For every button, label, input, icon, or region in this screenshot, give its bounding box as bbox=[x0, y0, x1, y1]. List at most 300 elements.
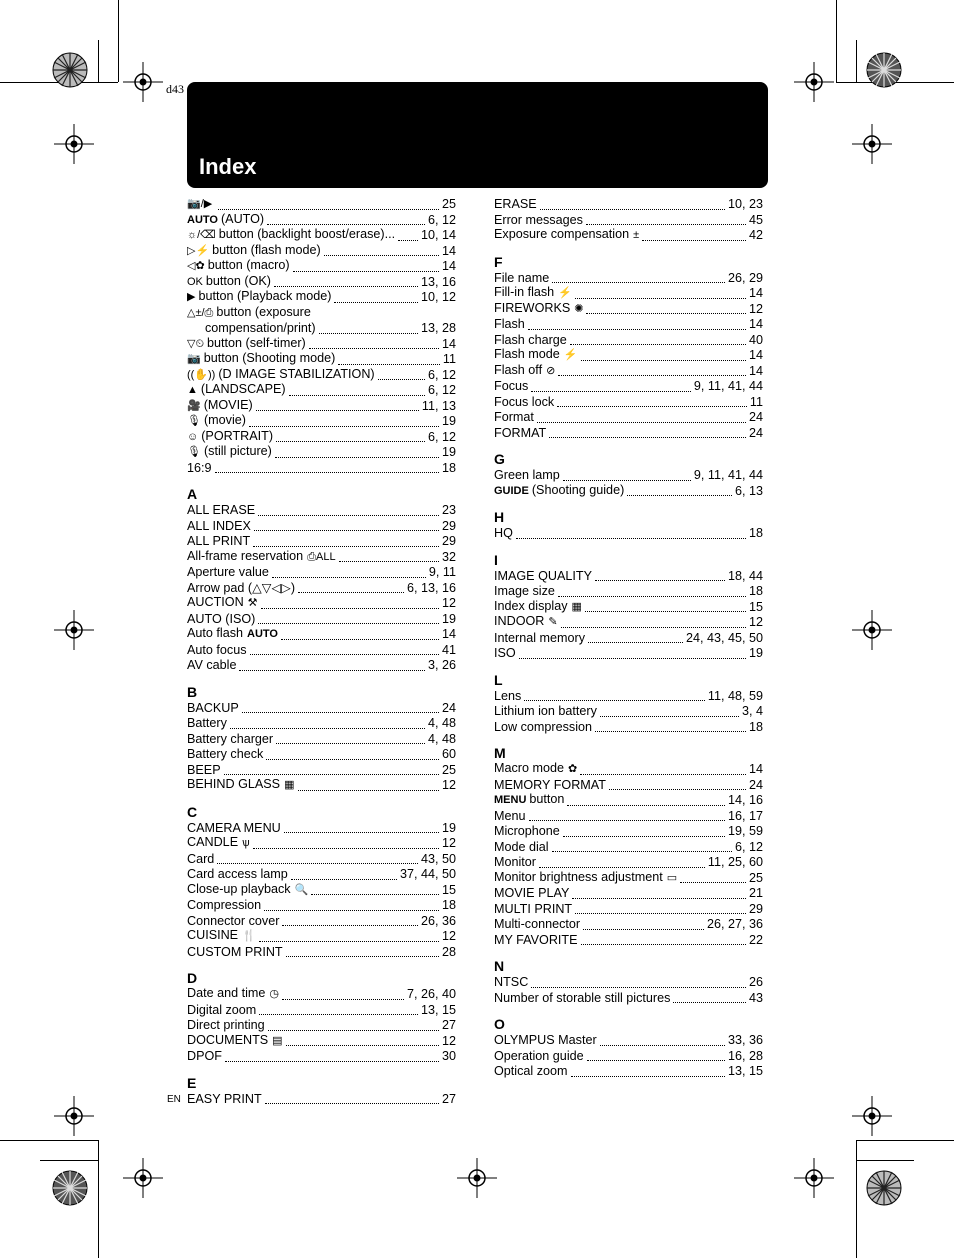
leader-dots bbox=[289, 394, 425, 396]
index-term-label: CANDLE bbox=[187, 835, 239, 849]
page-numbers: 43, 50 bbox=[420, 851, 456, 866]
section-letter: I bbox=[494, 551, 498, 568]
leader-dots bbox=[575, 297, 746, 299]
index-term bbox=[187, 336, 306, 353]
leader-dots bbox=[259, 1013, 418, 1015]
index-entry bbox=[494, 333, 763, 349]
index-term-label: Macro mode bbox=[494, 761, 564, 775]
index-entry bbox=[494, 1049, 763, 1065]
page-numbers: 12 bbox=[441, 596, 456, 610]
crop-line bbox=[856, 1160, 914, 1161]
index-entry bbox=[494, 569, 763, 585]
index-term bbox=[187, 382, 286, 399]
language-label: EN bbox=[167, 1094, 181, 1105]
index-entry bbox=[187, 612, 456, 628]
page-numbers: 25 bbox=[748, 870, 763, 885]
page-numbers: 24 bbox=[441, 700, 456, 715]
cuisine-icon: 🍴 bbox=[242, 930, 256, 942]
index-term bbox=[187, 852, 214, 868]
index-term-label: CUISINE bbox=[187, 928, 239, 942]
monitor-icon: ▭ bbox=[666, 871, 678, 884]
page-numbers: 12 bbox=[748, 301, 763, 316]
index-term-label: BEHIND GLASS bbox=[187, 777, 281, 791]
index-term bbox=[494, 213, 583, 229]
index-term-label: button (OK) bbox=[205, 273, 272, 288]
index-term-label: Lithium ion battery bbox=[494, 704, 597, 718]
index-entry bbox=[494, 526, 763, 542]
leader-dots bbox=[595, 579, 725, 581]
index-term-label: Low compression bbox=[494, 719, 592, 734]
leader-dots bbox=[266, 758, 439, 760]
index-term bbox=[494, 1033, 597, 1049]
index-term-label: Index display bbox=[494, 598, 568, 613]
section-letter: A bbox=[187, 486, 198, 502]
exposure-print-icon: △±/⎙ bbox=[187, 306, 214, 319]
leader-dots bbox=[261, 607, 439, 609]
index-entry bbox=[494, 840, 763, 856]
leader-dots bbox=[529, 819, 725, 821]
microphone-icon: 🎙 bbox=[187, 415, 201, 427]
index-entry bbox=[494, 793, 763, 809]
index-entry bbox=[187, 945, 456, 961]
leader-dots bbox=[378, 378, 425, 380]
page-numbers: 19 bbox=[441, 820, 456, 835]
index-term-label: CUSTOM PRINT bbox=[187, 944, 283, 959]
page-numbers: 26, 29 bbox=[727, 270, 763, 285]
leader-dots bbox=[516, 537, 746, 539]
index-term bbox=[494, 363, 555, 380]
index-term bbox=[187, 398, 253, 415]
index-entry bbox=[494, 584, 763, 600]
leader-dots bbox=[600, 715, 739, 717]
crop-line bbox=[98, 1140, 99, 1258]
index-term-label: AUTO (ISO) bbox=[187, 611, 256, 626]
page-numbers: 9, 11 bbox=[428, 565, 456, 579]
index-term bbox=[187, 612, 255, 628]
page-numbers: 11, 48, 59 bbox=[707, 688, 763, 703]
page-numbers: 6, 12 bbox=[734, 839, 763, 854]
leader-dots bbox=[282, 924, 418, 926]
index-term bbox=[494, 991, 670, 1007]
index-term bbox=[187, 212, 264, 229]
index-entry bbox=[187, 596, 456, 612]
leader-dots bbox=[586, 223, 746, 225]
crop-line bbox=[118, 0, 119, 82]
leader-dots bbox=[254, 529, 439, 531]
index-entry bbox=[187, 658, 456, 674]
index-term bbox=[494, 792, 564, 809]
page-numbers: 29 bbox=[441, 518, 456, 533]
index-entry bbox=[187, 627, 456, 643]
leader-dots bbox=[242, 711, 439, 713]
index-entry bbox=[494, 689, 763, 705]
index-term bbox=[494, 347, 578, 364]
index-term bbox=[187, 565, 269, 581]
page-numbers: 42 bbox=[748, 228, 763, 242]
leader-dots bbox=[218, 208, 439, 210]
index-term-label: INDOOR bbox=[494, 614, 545, 628]
leader-dots bbox=[291, 878, 397, 880]
index-term bbox=[494, 468, 560, 484]
index-term-label: Auto flash bbox=[187, 626, 244, 640]
page-numbers: 12 bbox=[748, 615, 763, 629]
leader-dots bbox=[558, 374, 746, 376]
index-entry bbox=[187, 430, 456, 446]
index-term bbox=[494, 526, 513, 542]
index-term-label: DPOF bbox=[187, 1049, 222, 1063]
page-numbers: 11 bbox=[442, 352, 456, 366]
index-term bbox=[187, 867, 288, 883]
index-term bbox=[187, 196, 215, 213]
index-entry bbox=[494, 778, 763, 794]
page-numbers: 21 bbox=[748, 886, 763, 900]
header-bar bbox=[187, 82, 768, 188]
page-numbers: 28 bbox=[441, 944, 456, 959]
index-entry bbox=[187, 581, 456, 597]
section-letter: E bbox=[187, 1074, 197, 1091]
leader-dots bbox=[268, 1029, 439, 1031]
flash-icon: ⚡ bbox=[563, 349, 578, 361]
index-term bbox=[187, 1018, 265, 1034]
section-letter: B bbox=[187, 683, 198, 700]
index-entry bbox=[494, 317, 763, 333]
page-numbers: 14 bbox=[748, 317, 763, 331]
index-entry bbox=[494, 824, 763, 840]
index-term bbox=[187, 732, 273, 748]
index-entry bbox=[187, 352, 456, 368]
index-term-label: Arrow pad (△▽◁▷) bbox=[187, 580, 296, 595]
leader-dots bbox=[272, 576, 426, 578]
index-term bbox=[494, 720, 592, 736]
page-numbers: 19 bbox=[441, 445, 456, 459]
page-numbers: 11 bbox=[749, 394, 763, 409]
index-term-label: MULTI PRINT bbox=[494, 901, 573, 916]
leader-dots bbox=[298, 789, 439, 791]
index-entry bbox=[494, 395, 763, 411]
index-term bbox=[187, 581, 295, 597]
index-entry bbox=[187, 732, 456, 748]
page-numbers: 4, 48 bbox=[427, 716, 456, 730]
index-term bbox=[187, 549, 336, 566]
leader-dots bbox=[253, 847, 439, 849]
crop-line bbox=[856, 1140, 954, 1141]
index-entry bbox=[187, 1018, 456, 1034]
index-term bbox=[187, 986, 279, 1003]
section-letter: F bbox=[494, 253, 503, 270]
menu-icon: MENU bbox=[494, 794, 527, 806]
index-term-label: Close-up playback bbox=[187, 881, 291, 896]
page-numbers: 14 bbox=[441, 243, 456, 258]
index-entry bbox=[187, 701, 456, 717]
index-entry bbox=[494, 197, 763, 213]
index-term-label: Image size bbox=[494, 584, 555, 598]
index-term bbox=[187, 747, 263, 763]
page-numbers: 14 bbox=[748, 286, 763, 300]
index-term bbox=[187, 429, 273, 446]
page-numbers: 33, 36 bbox=[727, 1033, 763, 1047]
index-entry bbox=[494, 286, 763, 302]
section-letter: M bbox=[494, 745, 506, 761]
index-term-label: Date and time bbox=[187, 986, 266, 1000]
index-term-label: (still picture) bbox=[203, 444, 272, 458]
registration-mark-icon bbox=[54, 124, 94, 164]
index-term bbox=[187, 821, 281, 837]
section-letter: L bbox=[494, 671, 503, 688]
index-term bbox=[494, 483, 624, 500]
index-entry bbox=[187, 275, 456, 291]
index-term-label: Flash charge bbox=[494, 332, 567, 347]
index-term bbox=[187, 882, 308, 899]
page-numbers: 25 bbox=[441, 762, 456, 777]
index-entry bbox=[187, 368, 456, 384]
page-numbers: 60 bbox=[441, 747, 456, 761]
ok-button-icon: OK bbox=[187, 275, 203, 288]
crop-line bbox=[0, 1140, 98, 1141]
index-entry bbox=[494, 975, 763, 991]
fireworks-icon: ✺ bbox=[574, 302, 584, 315]
index-term-label: File name bbox=[494, 270, 550, 285]
page-numbers: 3, 26 bbox=[427, 658, 456, 672]
index-term bbox=[187, 1003, 256, 1019]
leader-dots bbox=[264, 909, 439, 911]
leader-dots bbox=[563, 479, 691, 481]
flash-off-icon: ⊘ bbox=[546, 364, 556, 377]
index-term-label: Monitor bbox=[494, 855, 536, 869]
movie-icon: 🎥 bbox=[187, 399, 201, 412]
index-entry bbox=[187, 914, 456, 930]
index-term bbox=[187, 777, 295, 794]
index-term-label: Internal memory bbox=[494, 630, 585, 645]
index-term bbox=[494, 975, 528, 991]
leader-dots bbox=[276, 440, 425, 442]
index-term-label: Aperture value bbox=[187, 565, 269, 579]
leader-dots bbox=[609, 788, 746, 790]
index-entry bbox=[187, 821, 456, 837]
index-term-label: Monitor brightness adjustment bbox=[494, 869, 663, 884]
index-term-label: Fill-in flash bbox=[494, 285, 555, 299]
page-numbers: 24 bbox=[748, 425, 763, 440]
leader-dots bbox=[324, 254, 439, 256]
index-term bbox=[187, 835, 250, 852]
page-numbers: 10, 12 bbox=[420, 290, 456, 304]
index-entry bbox=[187, 306, 456, 322]
all-print-icon: ⎙ALL bbox=[307, 550, 336, 563]
page-numbers: 6, 12 bbox=[427, 383, 456, 397]
index-entry bbox=[494, 917, 763, 933]
section-letter: C bbox=[187, 803, 198, 820]
index-term-label: Battery check bbox=[187, 747, 264, 761]
index-entry bbox=[187, 197, 456, 213]
index-term-label: Multi-connector bbox=[494, 917, 581, 931]
leader-dots bbox=[549, 436, 746, 438]
index-term-label: Operation guide bbox=[494, 1048, 584, 1063]
job-code: d43 bbox=[166, 82, 184, 96]
index-entry bbox=[494, 468, 763, 484]
microphone-icon: 🎙 bbox=[187, 446, 201, 458]
index-term-label: button (Playback mode) bbox=[198, 289, 332, 303]
registration-mark-icon bbox=[852, 124, 892, 164]
leader-dots bbox=[581, 359, 746, 361]
index-term-label: button bbox=[529, 792, 565, 806]
index-term bbox=[494, 271, 549, 287]
index-term bbox=[494, 886, 569, 902]
self-timer-icon: ▽⏲ bbox=[187, 337, 205, 350]
leader-dots bbox=[561, 626, 746, 628]
page-numbers: 37, 44, 50 bbox=[399, 867, 456, 881]
color-wheel-icon bbox=[52, 52, 88, 88]
index-entry bbox=[494, 484, 763, 500]
leader-dots bbox=[217, 862, 418, 864]
page-numbers: 14 bbox=[441, 336, 456, 351]
index-entry bbox=[494, 1033, 763, 1049]
index-term-label: Optical zoom bbox=[494, 1064, 568, 1078]
index-term bbox=[494, 426, 546, 442]
index-entry bbox=[187, 290, 456, 306]
index-term-label: FORMAT bbox=[494, 425, 547, 440]
index-entry bbox=[494, 902, 763, 918]
leader-dots bbox=[595, 730, 746, 732]
index-term bbox=[187, 1092, 262, 1108]
index-term-label: ALL ERASE bbox=[187, 503, 256, 517]
zoom-icon: 🔍 bbox=[294, 883, 309, 896]
indoor-icon: ✎ bbox=[548, 616, 558, 628]
registration-mark-icon bbox=[852, 1096, 892, 1136]
index-entry bbox=[494, 228, 763, 244]
page-numbers: 4, 48 bbox=[427, 731, 456, 746]
index-term-label: DOCUMENTS bbox=[187, 1032, 269, 1047]
index-term-label: HQ bbox=[494, 526, 513, 540]
index-term bbox=[494, 824, 560, 840]
index-entry bbox=[187, 778, 456, 794]
page-numbers: 16, 28 bbox=[727, 1048, 763, 1063]
index-term bbox=[187, 534, 250, 550]
page-numbers: 14 bbox=[441, 259, 456, 273]
index-term-label: MEMORY FORMAT bbox=[494, 777, 606, 792]
index-term bbox=[494, 704, 597, 720]
leader-dots bbox=[338, 363, 440, 365]
index-term bbox=[187, 519, 251, 535]
index-entry bbox=[494, 762, 763, 778]
index-term bbox=[494, 614, 558, 631]
index-term bbox=[494, 227, 639, 244]
index-entry bbox=[494, 631, 763, 647]
leader-dots bbox=[680, 881, 746, 883]
index-term bbox=[494, 646, 516, 662]
page-numbers: 24 bbox=[748, 777, 763, 792]
leader-dots bbox=[600, 1044, 725, 1046]
auto-flash-icon: AUTO bbox=[247, 628, 278, 640]
leader-dots bbox=[309, 347, 439, 349]
page-numbers: 43 bbox=[748, 990, 763, 1005]
page-numbers: 12 bbox=[441, 778, 456, 792]
index-entry bbox=[187, 852, 456, 868]
index-entry bbox=[187, 259, 456, 275]
page-numbers: 29 bbox=[748, 901, 763, 916]
leader-dots bbox=[586, 312, 746, 314]
index-entry bbox=[187, 383, 456, 399]
index-entry bbox=[494, 348, 763, 364]
page-numbers: 19 bbox=[441, 611, 456, 626]
page-numbers: 18 bbox=[441, 460, 456, 475]
index-entry bbox=[187, 898, 456, 914]
portrait-icon: ☺ bbox=[187, 430, 199, 443]
index-term-label: button (exposure bbox=[216, 304, 311, 319]
page-numbers: 18, 44 bbox=[727, 568, 763, 583]
registration-mark-icon bbox=[123, 1158, 163, 1198]
leader-dots bbox=[239, 669, 425, 671]
index-term bbox=[494, 333, 567, 349]
page-numbers: 18 bbox=[441, 898, 456, 912]
index-term-label: Card bbox=[187, 851, 215, 866]
index-entry bbox=[187, 747, 456, 763]
index-entry bbox=[187, 929, 456, 945]
index-term-label: (LANDSCAPE) bbox=[200, 382, 286, 396]
index-term bbox=[494, 285, 572, 302]
auto-mode-icon: AUTO bbox=[187, 213, 218, 226]
index-term-label: Focus bbox=[494, 379, 529, 393]
index-entry bbox=[494, 271, 763, 287]
leader-dots bbox=[298, 591, 404, 593]
index-entry bbox=[494, 646, 763, 662]
index-term-label: (AUTO) bbox=[220, 211, 265, 226]
registration-mark-icon bbox=[457, 1158, 497, 1198]
index-entry bbox=[187, 1049, 456, 1065]
behind-glass-icon: ▦ bbox=[284, 779, 295, 791]
crop-line bbox=[856, 40, 857, 82]
index-term bbox=[494, 689, 521, 705]
index-term-label: Connector cover bbox=[187, 913, 280, 928]
page-numbers: 41 bbox=[441, 642, 456, 657]
index-term-label: Menu bbox=[494, 808, 526, 823]
section-letter: G bbox=[494, 451, 505, 467]
macro-icon: ✿ bbox=[568, 763, 578, 775]
flash-icon: ⚡ bbox=[558, 287, 572, 299]
color-wheel-icon bbox=[52, 1170, 88, 1206]
leader-dots bbox=[267, 223, 425, 225]
index-term bbox=[187, 503, 255, 519]
index-entry bbox=[494, 364, 763, 380]
leader-dots bbox=[519, 657, 746, 659]
page-numbers: 30 bbox=[441, 1049, 456, 1063]
index-entry bbox=[187, 867, 456, 883]
index-term bbox=[187, 626, 278, 643]
page-numbers: 26, 36 bbox=[420, 913, 456, 928]
page-numbers: 24, 43, 45, 50 bbox=[685, 630, 763, 645]
leader-dots bbox=[642, 239, 746, 241]
index-term-label: BACKUP bbox=[187, 700, 239, 715]
index-term bbox=[187, 914, 279, 930]
page-numbers: 6, 13, 16 bbox=[406, 580, 456, 595]
index-entry bbox=[187, 836, 456, 852]
index-term-label: ALL INDEX bbox=[187, 518, 251, 533]
leader-dots bbox=[587, 1059, 725, 1061]
index-entry bbox=[187, 534, 456, 550]
page-numbers: 18 bbox=[748, 719, 763, 734]
leader-dots bbox=[230, 727, 425, 729]
index-term bbox=[187, 227, 395, 244]
page-numbers: 45 bbox=[748, 212, 763, 227]
index-entry bbox=[187, 643, 456, 659]
leader-dots bbox=[253, 545, 439, 547]
documents-icon: ▤ bbox=[272, 1034, 283, 1047]
index-entry bbox=[187, 337, 456, 353]
page-numbers: 16, 17 bbox=[727, 808, 763, 823]
index-term-label: ALL PRINT bbox=[187, 534, 251, 548]
leader-dots bbox=[398, 239, 418, 241]
index-entry bbox=[187, 503, 456, 519]
index-term-label: button (Shooting mode) bbox=[203, 351, 336, 365]
stabilization-icon: ((✋)) bbox=[187, 368, 216, 381]
